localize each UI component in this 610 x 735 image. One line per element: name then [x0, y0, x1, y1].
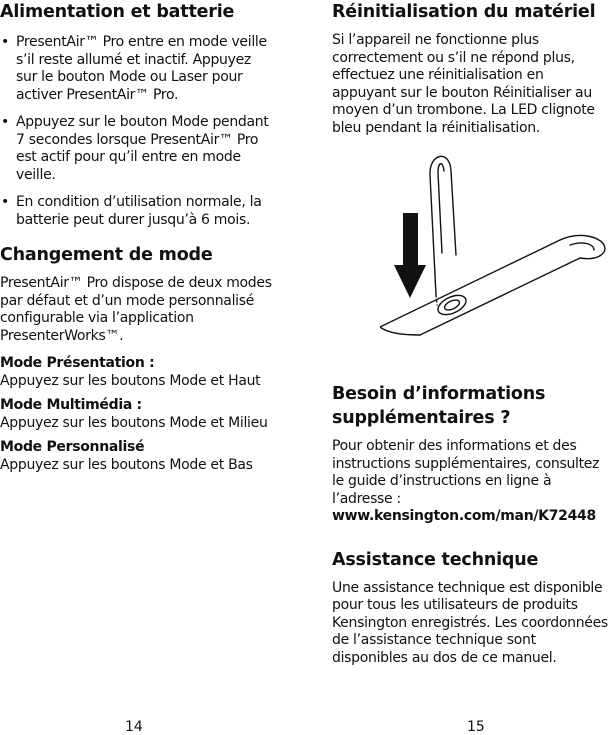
support-title: Assistance technique	[332, 549, 539, 570]
modes-intro: PresentAir™ Pro dispose de deux modes par défaut et d’un mode personnalisé configurable via l’application PresenterWorks™.	[0, 275, 272, 344]
info-title: Besoin d’informations supplémentaires ?	[332, 384, 546, 428]
page-number-right: 15	[467, 719, 485, 735]
mode-text: Appuyez sur les boutons Mode et Haut	[0, 372, 261, 389]
page-number-left: 14	[125, 719, 143, 735]
support-text: Une assistance technique est disponible pour tous les utilisateurs de produits Kensington enregistrés. Les coordonnées de l’assistance technique sont disponibles au dos de ce manuel.	[332, 579, 608, 666]
mode-text: Appuyez sur les boutons Mode et Milieu	[0, 414, 268, 431]
power-bullet: • PresentAir™ Pro entre en mode veille s’il reste allumé et inactif. Appuyez sur le bouton Mode ou Laser pour activer PresentAir™ Pro.	[0, 34, 272, 104]
mode-presentation	[0, 355, 272, 390]
info-section	[332, 382, 610, 667]
power-bullets	[0, 34, 272, 229]
mode-label: Mode Présentation :	[0, 355, 155, 371]
mode-multimedia	[0, 397, 272, 432]
mode-label: Mode Multimédia :	[0, 397, 142, 413]
modes-title: Changement de mode	[0, 245, 213, 265]
mode-label: Mode Personnalisé	[0, 439, 145, 455]
reset-title: Réinitialisation du matériel	[332, 2, 596, 22]
left-page	[0, 0, 272, 474]
right-page	[332, 0, 610, 666]
info-text: Pour obtenir des informations et des instructions supplémentaires, consultez le guide d’instructions en ligne à l’adresse :	[332, 438, 600, 507]
paperclip-reset-illustration	[380, 145, 610, 345]
mode-text: Appuyez sur les boutons Mode et Bas	[0, 456, 253, 473]
info-url[interactable]: www.kensington.com/man/K72448	[332, 508, 596, 524]
power-title: Alimentation et batterie	[0, 2, 235, 22]
power-bullet: • Appuyez sur le bouton Mode pendant 7 secondes lorsque PresentAir™ Pro est actif pour qu’il entre en mode veille.	[0, 114, 272, 184]
reset-text: Si l’appareil ne fonctionne plus correctement ou s’il ne répond plus, effectuez une réinitialisation en appuyant sur le bouton Réinitialiser au moyen d’un trombone. La LED clignote bleu pendant la réinitialisation.	[332, 32, 595, 136]
mode-custom	[0, 439, 272, 474]
power-bullet: • En condition d’utilisation normale, la batterie peut durer jusqu’à 6 mois.	[0, 194, 272, 229]
down-arrow-icon	[394, 213, 426, 298]
